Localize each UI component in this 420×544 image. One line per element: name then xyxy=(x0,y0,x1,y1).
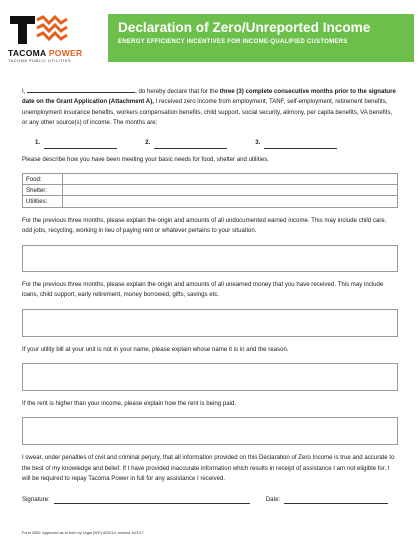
page-title: Declaration of Zero/Unreported Income xyxy=(118,20,371,35)
declaration-rest: I received zero income from employment, TANF, self-employment, retirement benefits, unemployment insurance benefits, workers compensation benefits, child support, social security, alimony, per capita benefits, VA benefits, or any other source(s) of income. The months are: xyxy=(22,98,393,127)
undocumented-income-field[interactable] xyxy=(22,245,398,272)
form-footer: Form 2502: Approved as to form by Legal (WG) 8/20/14, revised 10/1/17 xyxy=(22,531,144,535)
title-banner xyxy=(108,14,414,62)
food-field[interactable] xyxy=(63,174,397,184)
utilities-label: Utilities: xyxy=(23,196,63,207)
month-2-field[interactable] xyxy=(154,141,227,149)
name-field[interactable] xyxy=(27,85,135,93)
declaration-paragraph xyxy=(22,85,398,129)
signature-row xyxy=(22,495,398,507)
signature-field[interactable] xyxy=(54,495,250,504)
unearned-money-field[interactable] xyxy=(22,309,398,337)
lightning-bolt-icon xyxy=(8,14,70,46)
basic-needs-table xyxy=(22,173,398,208)
month-3-field[interactable] xyxy=(264,141,337,149)
table-row xyxy=(23,185,397,196)
shelter-label: Shelter: xyxy=(23,185,63,195)
brand-power: POWER xyxy=(48,48,83,58)
brand-name xyxy=(8,48,108,58)
month-1-label: 1. xyxy=(35,139,41,147)
month-2 xyxy=(145,137,227,149)
rent-field[interactable] xyxy=(22,417,398,445)
table-row xyxy=(23,174,397,185)
declaration-prefix: I, xyxy=(22,88,26,95)
brand-tacoma: TACOMA xyxy=(8,48,47,58)
date-label: Date: xyxy=(265,495,281,503)
month-1-field[interactable] xyxy=(44,141,117,149)
brand-tagline: TACOMA PUBLIC UTILITIES xyxy=(8,59,72,63)
undocumented-income-question: For the previous three months, please explain the origin and amounts of all undocumented earned income. This may include child care, odd jobs, recycling, working in lieu of paying rent or whatever pertains to your situation. xyxy=(22,217,387,235)
header xyxy=(0,0,420,72)
month-2-label: 2. xyxy=(145,139,151,147)
basic-needs-question: Please describe how you have been meeting your basic needs for food, shelter and utilities. xyxy=(22,155,269,163)
date-field[interactable] xyxy=(284,495,388,504)
months-row xyxy=(22,137,398,149)
rent-question: If the rent is higher than your income, please explain how the rent is being paid. xyxy=(22,400,237,408)
table-row xyxy=(23,196,397,207)
page-subtitle: ENERGY EFFICIENCY INCENTIVES FOR INCOME-QUALIFIED CUSTOMERS xyxy=(118,38,348,45)
utility-bill-question: If your utility bill at your unit is not in your name, please explain whose name it is in and the reason. xyxy=(22,345,289,353)
declaration-bold: three (3) complete consecutive months prior to the signature date on the Grant Application (Attachment A), xyxy=(22,88,396,106)
month-3-label: 3. xyxy=(255,139,261,147)
food-label: Food: xyxy=(23,174,63,184)
perjury-statement: I swear, under penalties of civil and criminal perjury, that all information provided on this Declaration of Zero Income is true and accurate to the best of my knowledge and belief. If I have provided inaccurate information which results in receipt of assistance I am not eligible for, I will be required to repay Tacoma Power in full for any assistance I received. xyxy=(22,454,395,483)
month-3 xyxy=(255,137,337,149)
unearned-money-question: For the previous three months, please explain the origin and amounts of all unearned money that you have received. This may include loans, child support, early retirement, money borrowed, gifts, savings etc. xyxy=(22,280,384,299)
utility-bill-field[interactable] xyxy=(22,363,398,391)
tacoma-power-logo xyxy=(8,14,108,68)
utilities-field[interactable] xyxy=(63,196,397,207)
month-1 xyxy=(35,137,117,149)
declaration-lead: , do hereby declare that for the xyxy=(135,88,219,95)
signature-label: Signature: xyxy=(22,495,50,503)
form-body xyxy=(22,85,398,507)
shelter-field[interactable] xyxy=(63,185,397,195)
